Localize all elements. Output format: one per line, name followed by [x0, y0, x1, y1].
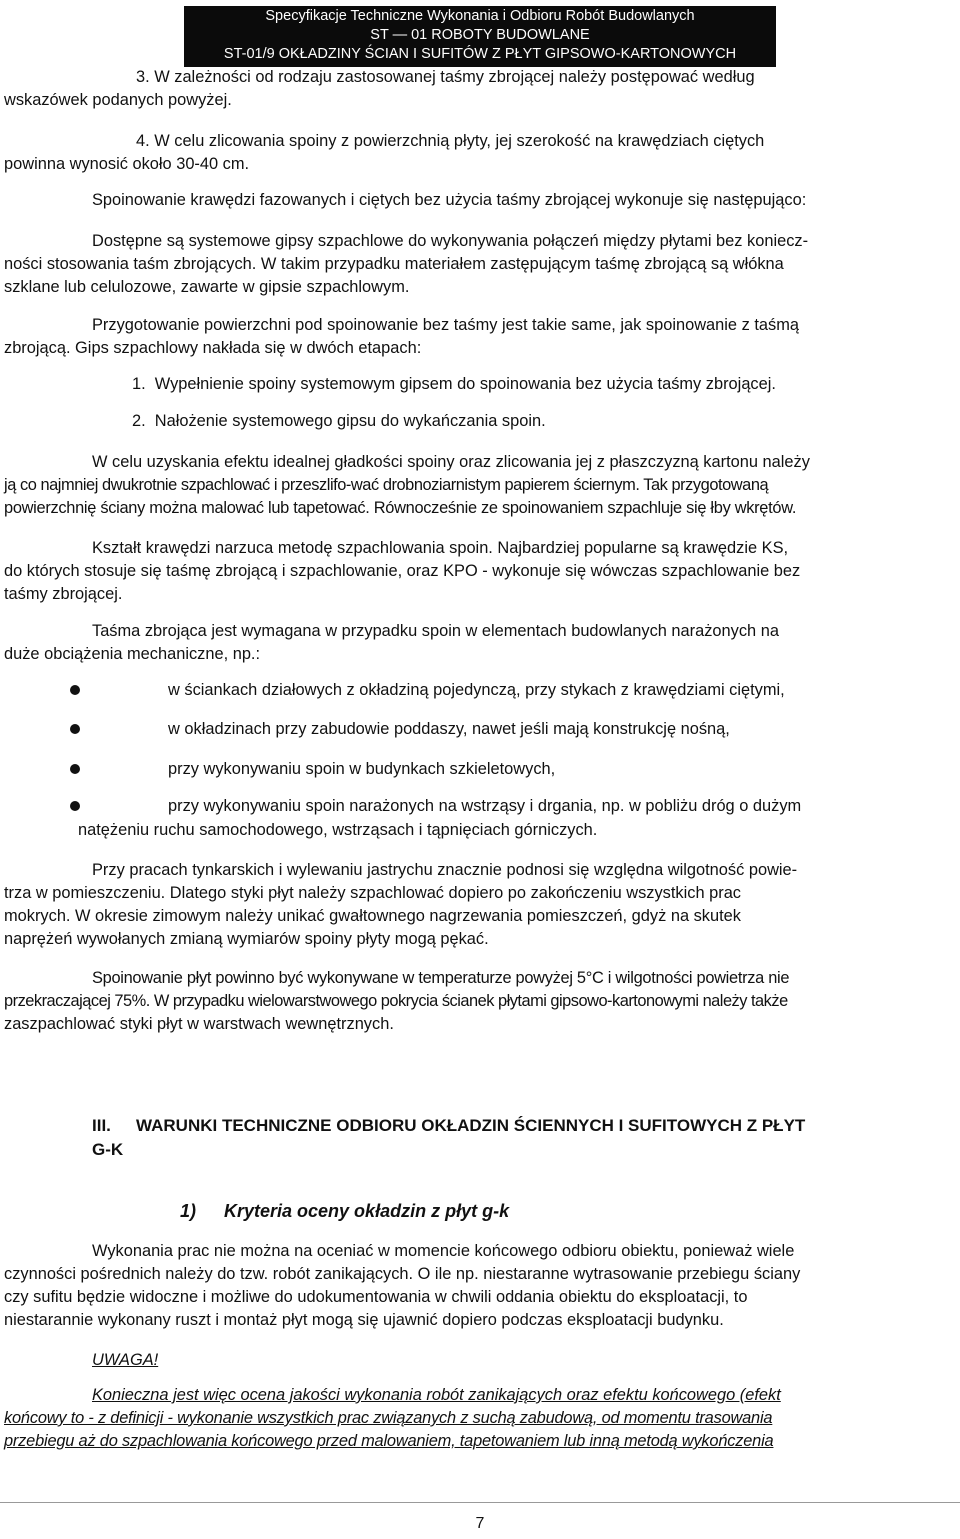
- intro-item-3: [4, 66, 956, 112]
- intro-item-4: [4, 130, 956, 176]
- paragraph-wilgotnosc: [4, 859, 956, 951]
- page-number: 7: [475, 1515, 485, 1532]
- paragraph-line: trza w pomieszczeniu. Dlatego styki płyt należy szpachlować dopiero po zakończeniu wszystkich prac: [4, 884, 742, 902]
- paragraph-line: Kształt krawędzi narzuca metodę szpachlowania spoin. Najbardziej popularne są krawędzie KS,: [92, 539, 789, 557]
- paragraph-line: powierzchnię ściany można malować lub tapetować. Równocześnie ze spoinowaniem szpachluje się łby wkrętów.: [4, 499, 797, 517]
- paragraph-temperatura: [4, 967, 956, 1036]
- section-heading: [92, 1114, 958, 1162]
- paragraph-kryteria: [4, 1240, 956, 1332]
- section-title: WARUNKI TECHNICZNE ODBIORU OKŁADZIN ŚCIENNYCH I SUFITOWYCH Z PŁYT: [136, 1116, 806, 1135]
- paragraph-line: ją co najmniej dwukrotnie szpachlować i przeszlifo-wać drobnoziarnistym papierem ściernym. Tak przygotowaną: [4, 476, 769, 494]
- subsection-number: 1): [180, 1201, 197, 1221]
- paragraph-line: mokrych. W okresie zimowym należy unikać gwałtownego nagrzewania pomieszczeń, gdyż na skutek: [4, 907, 741, 925]
- footer-divider: [0, 1502, 960, 1503]
- section-title-continuation: G-K: [92, 1140, 124, 1159]
- bullet-text: przy wykonywaniu spoin narażonych na wstrząsy i drgania, np. w pobliżu dróg o dużym: [168, 797, 802, 815]
- bullet-icon: [70, 801, 80, 811]
- paragraph-line: duże obciążenia mechaniczne, np.:: [4, 645, 261, 663]
- step-text: Nałożenie systemowego gipsu do wykańczania spoin.: [154, 412, 546, 430]
- bullet-text: w ściankach działowych z okładziną pojedynczą, przy stykach z krawędziami ciętymi,: [168, 681, 785, 699]
- paragraph-ksztalt: [4, 537, 956, 606]
- paragraph-line: przekraczającej 75%. W przypadku wielowarstwowego pokrycia ścianek płytami gipsowo-kartonowymi należy także: [4, 992, 788, 1010]
- paragraph-spoinowanie: [4, 189, 956, 212]
- paragraph-line: zbrojącą. Gips szpachlowy nakłada się w dwóch etapach:: [4, 339, 422, 357]
- uwaga-label: UWAGA!: [92, 1351, 159, 1369]
- step-text: Wypełnienie spoiny systemowym gipsem do spoinowania bez użycia taśmy zbrojącej.: [154, 375, 776, 393]
- paragraph-line: Taśma zbrojąca jest wymagana w przypadku spoin w elementach budowlanych narażonych na: [92, 622, 779, 640]
- document-header: [184, 6, 776, 67]
- paragraph-line: Spoinowanie płyt powinno być wykonywane w temperaturze powyżej 5°C i wilgotności powietrza nie: [92, 969, 790, 987]
- intro-item-3-line1: 3. W zależności od rodzaju zastosowanej taśmy zbrojącej należy postępować według: [136, 68, 755, 86]
- header-section: ST-01/9 OKŁADZINY ŚCIAN I SUFITÓW Z PŁYT GIPSOWO-KARTONOWYCH: [223, 46, 737, 62]
- intro-item-4-line2: powinna wynosić około 30-40 cm.: [4, 155, 250, 173]
- paragraph-line: szklane lub celulozowe, zawarte w gipsie szpachlowym.: [4, 278, 410, 296]
- intro-item-3-line2: wskazówek podanych powyżej.: [4, 91, 232, 109]
- paragraph-line: taśmy zbrojącej.: [4, 585, 123, 603]
- paragraph-gladkosc: [4, 451, 956, 520]
- step-2: [4, 410, 956, 433]
- subsection-heading: [180, 1200, 509, 1223]
- subsection-title: Kryteria oceny okładzin z płyt g-k: [224, 1201, 510, 1221]
- paragraph-line: Dostępne są systemowe gipsy szpachlowe do wykonywania połączeń między płytami bez koniecz-: [92, 232, 809, 250]
- step-number: 2.: [132, 412, 146, 430]
- paragraph-przygotowanie: [4, 314, 956, 360]
- note-line: końcowy to - z definicji - wykonanie wszystkich prac związanych z suchą zabudową, od momentu trasowania: [4, 1409, 773, 1427]
- paragraph-gipsy: [4, 230, 956, 299]
- header-subtitle: ST — 01 ROBOTY BUDOWLANE: [370, 27, 590, 43]
- bullet-text: w okładzinach przy zabudowie poddaszy, nawet jeśli mają konstrukcję nośną,: [168, 720, 730, 738]
- paragraph-line: do których stosuje się taśmę zbrojącą i szpachlowanie, oraz KPO - wykonuje się wówczas szpachlowanie bez: [4, 562, 801, 580]
- paragraph-line: Przygotowanie powierzchni pod spoinowanie bez taśmy jest takie same, jak spoinowanie z taśmą: [92, 316, 799, 334]
- paragraph-line: Przy pracach tynkarskich i wylewaniu jastrychu znacznie podnosi się względna wilgotność powie-: [92, 861, 798, 879]
- bullet-icon: [70, 685, 80, 695]
- paragraph-line: ności stosowania taśm zbrojących. W takim przypadku materiałem zastępującym taśmę zbrojącą są włókna: [4, 255, 784, 273]
- paragraph-tasma: [4, 620, 956, 666]
- bullet-icon: [70, 724, 80, 734]
- note-line: przebiegu aż do szpachlowania końcowego przed malowaniem, tapetowaniem lub inną metodą wykończenia: [4, 1432, 774, 1450]
- note-line: Konieczna jest więc ocena jakości wykonania robót zanikających oraz efektu końcowego (efekt: [92, 1386, 781, 1404]
- paragraph-line: czynności pośrednich należy do tzw. robót zanikających. O ile np. niestaranne wytrasowanie przebiegu ściany: [4, 1265, 801, 1283]
- bullet-text-continuation: natężeniu ruchu samochodowego, wstrząsach i tąpnięciach górniczych.: [78, 821, 598, 839]
- paragraph-line: W celu uzyskania efektu idealnej gładkości spoiny oraz zlicowania jej z płaszczyzną kartonu należy: [92, 453, 810, 471]
- step-1: [4, 373, 956, 396]
- paragraph-line: naprężeń wywołanych zmianą wymiarów spoiny płyty mogą pękać.: [4, 930, 489, 948]
- paragraph-line: czy sufitu będzie widoczne i możliwe do udokumentowania w chwili oddania obiektu do eksploatacji, to: [4, 1288, 748, 1306]
- section-number: III.: [92, 1116, 111, 1135]
- header-title: Specyfikacje Techniczne Wykonania i Odbioru Robót Budowlanych: [265, 8, 695, 24]
- paragraph-line: niestarannie wykonany ruszt i montaż płyt mogą się ujawnić dopiero podczas eksploatacji budynku.: [4, 1311, 724, 1329]
- paragraph-line: Spoinowanie krawędzi fazowanych i ciętych bez użycia taśmy zbrojącej wykonuje się następująco:: [92, 191, 807, 209]
- note-paragraph: [4, 1384, 956, 1453]
- paragraph-line: Wykonania prac nie można na oceniać w momencie końcowego odbioru obiektu, ponieważ wiele: [92, 1242, 795, 1260]
- bullet-icon: [70, 764, 80, 774]
- intro-item-4-line1: 4. W celu zlicowania spoiny z powierzchnią płyty, jej szerokość na krawędziach ciętych: [136, 132, 765, 150]
- step-number: 1.: [132, 375, 146, 393]
- paragraph-line: zaszpachlować styki płyt w warstwach wewnętrznych.: [4, 1015, 394, 1033]
- bullet-text: przy wykonywaniu spoin w budynkach szkieletowych,: [168, 760, 556, 778]
